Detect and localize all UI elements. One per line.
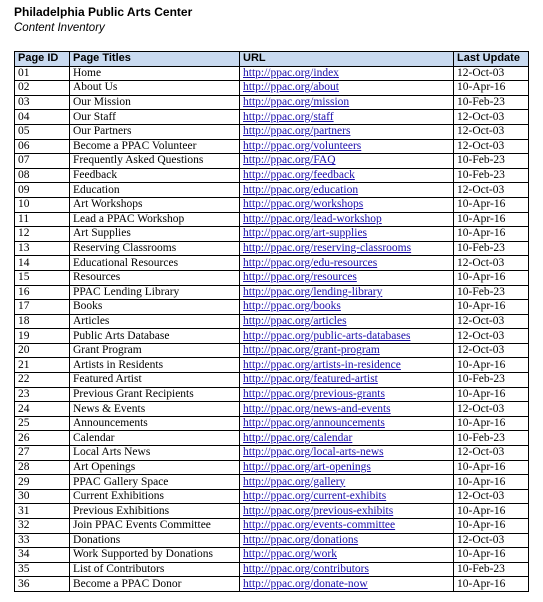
url-cell (240, 139, 454, 154)
page-id-cell: 11 (15, 212, 70, 227)
last-update-cell: 10-Apr-16 (454, 416, 529, 431)
last-update-cell: 12-Oct-03 (454, 329, 529, 344)
table-row (15, 329, 529, 344)
last-update-cell: 12-Oct-03 (454, 183, 529, 198)
table-row (15, 95, 529, 110)
table-row (15, 387, 529, 402)
url-link[interactable]: http://ppac.org/previous-grants (243, 387, 385, 400)
url-cell (240, 66, 454, 81)
url-cell (240, 241, 454, 256)
url-cell (240, 270, 454, 285)
page-id-cell: 22 (15, 373, 70, 388)
table-row (15, 446, 529, 461)
document-subtitle: Content Inventory (14, 22, 105, 34)
table-row (15, 460, 529, 475)
page-id-cell: 02 (15, 81, 70, 96)
last-update-cell: 10-Feb-23 (454, 431, 529, 446)
url-cell (240, 504, 454, 519)
table-row (15, 241, 529, 256)
page-id-cell: 17 (15, 300, 70, 315)
last-update-cell: 12-Oct-03 (454, 139, 529, 154)
url-link[interactable]: http://ppac.org/featured-artist (243, 373, 378, 386)
table-row (15, 314, 529, 329)
page-title-cell: Previous Grant Recipients (70, 387, 240, 402)
last-update-cell: 10-Apr-16 (454, 227, 529, 242)
page-id-cell: 10 (15, 197, 70, 212)
page-title-cell: Public Arts Database (70, 329, 240, 344)
url-cell (240, 446, 454, 461)
last-update-cell: 12-Oct-03 (454, 256, 529, 271)
url-cell (240, 168, 454, 183)
url-link[interactable]: http://ppac.org/lending-library (243, 285, 383, 298)
last-update-cell: 10-Feb-23 (454, 241, 529, 256)
url-link[interactable]: http://ppac.org/edu-resources (243, 256, 378, 269)
page-title-cell: About Us (70, 81, 240, 96)
table-row (15, 358, 529, 373)
last-update-cell: 10-Apr-16 (454, 270, 529, 285)
url-link[interactable]: http://ppac.org/about (243, 81, 339, 94)
page-id-cell: 28 (15, 460, 70, 475)
page-title-cell: Become a PPAC Volunteer (70, 139, 240, 154)
url-link[interactable]: http://ppac.org/artists-in-residence (243, 358, 401, 371)
content-inventory-table (14, 51, 529, 592)
last-update-cell: 10-Apr-16 (454, 358, 529, 373)
url-link[interactable]: http://ppac.org/news-and-events (243, 402, 391, 415)
page-id-cell: 36 (15, 577, 70, 592)
table-row (15, 475, 529, 490)
page-title-cell: Art Supplies (70, 227, 240, 242)
page-title-cell: PPAC Gallery Space (70, 475, 240, 490)
url-cell (240, 314, 454, 329)
last-update-cell: 10-Apr-16 (454, 504, 529, 519)
last-update-cell: 12-Oct-03 (454, 343, 529, 358)
page-id-cell: 30 (15, 489, 70, 504)
last-update-cell: 10-Feb-23 (454, 154, 529, 169)
table-row (15, 110, 529, 125)
url-cell (240, 343, 454, 358)
page-id-cell: 04 (15, 110, 70, 125)
table-row (15, 124, 529, 139)
column-header-url: URL (240, 52, 454, 67)
url-link[interactable]: http://ppac.org/grant-program (243, 344, 380, 357)
page-title-cell: Previous Exhibitions (70, 504, 240, 519)
url-link[interactable]: http://ppac.org/local-arts-news (243, 446, 384, 459)
url-cell (240, 81, 454, 96)
page-id-cell: 23 (15, 387, 70, 402)
url-link[interactable]: http://ppac.org/workshops (243, 198, 364, 211)
url-cell (240, 110, 454, 125)
last-update-cell: 12-Oct-03 (454, 314, 529, 329)
url-link[interactable]: http://ppac.org/donate-now (243, 577, 368, 590)
page-title-cell: Our Mission (70, 95, 240, 110)
page-title-cell: Resources (70, 270, 240, 285)
url-cell (240, 577, 454, 592)
table-row (15, 212, 529, 227)
table-row (15, 577, 529, 592)
last-update-cell: 10-Feb-23 (454, 285, 529, 300)
page-title-cell: Art Workshops (70, 197, 240, 212)
last-update-cell: 12-Oct-03 (454, 402, 529, 417)
page-id-cell: 25 (15, 416, 70, 431)
last-update-cell: 10-Apr-16 (454, 197, 529, 212)
url-cell (240, 358, 454, 373)
table-row (15, 183, 529, 198)
last-update-cell: 10-Apr-16 (454, 475, 529, 490)
last-update-cell: 10-Apr-16 (454, 548, 529, 563)
page-title-cell: Donations (70, 533, 240, 548)
page-title-cell: News & Events (70, 402, 240, 417)
table-row (15, 270, 529, 285)
url-cell (240, 154, 454, 169)
page-title-cell: Join PPAC Events Committee (70, 519, 240, 534)
column-header-page-id: Page ID (15, 52, 70, 67)
url-link[interactable]: http://ppac.org/resources (243, 271, 357, 284)
page-title-cell: Lead a PPAC Workshop (70, 212, 240, 227)
page-id-cell: 15 (15, 270, 70, 285)
page-id-cell: 07 (15, 154, 70, 169)
url-link[interactable]: http://ppac.org/public-arts-databases (243, 329, 411, 342)
table-row (15, 139, 529, 154)
url-link[interactable]: http://ppac.org/reserving-classrooms (243, 242, 412, 255)
page-title-cell: Current Exhibitions (70, 489, 240, 504)
table-row (15, 373, 529, 388)
last-update-cell: 12-Oct-03 (454, 110, 529, 125)
table-row (15, 300, 529, 315)
last-update-cell: 12-Oct-03 (454, 489, 529, 504)
last-update-cell: 10-Apr-16 (454, 460, 529, 475)
url-link[interactable]: http://ppac.org/art-openings (243, 460, 371, 473)
url-cell (240, 402, 454, 417)
document-title: Philadelphia Public Arts Center (14, 5, 193, 19)
table-row (15, 402, 529, 417)
table-row (15, 416, 529, 431)
url-link[interactable]: http://ppac.org/FAQ (243, 154, 336, 167)
page-id-cell: 21 (15, 358, 70, 373)
page-title-cell: PPAC Lending Library (70, 285, 240, 300)
url-cell (240, 212, 454, 227)
table-row (15, 256, 529, 271)
url-cell (240, 329, 454, 344)
last-update-cell: 10-Feb-23 (454, 168, 529, 183)
page-id-cell: 32 (15, 519, 70, 534)
url-link[interactable]: http://ppac.org/articles (243, 314, 347, 327)
url-cell (240, 431, 454, 446)
table-row (15, 519, 529, 534)
page-title-cell: Home (70, 66, 240, 81)
page-title-cell: Announcements (70, 416, 240, 431)
table-row (15, 504, 529, 519)
page-id-cell: 27 (15, 446, 70, 461)
page-id-cell: 03 (15, 95, 70, 110)
page-id-cell: 09 (15, 183, 70, 198)
last-update-cell: 10-Apr-16 (454, 577, 529, 592)
last-update-cell: 12-Oct-03 (454, 446, 529, 461)
page-title-cell: Work Supported by Donations (70, 548, 240, 563)
last-update-cell: 10-Apr-16 (454, 212, 529, 227)
page-title-cell: Educational Resources (70, 256, 240, 271)
url-cell (240, 124, 454, 139)
last-update-cell: 10-Apr-16 (454, 387, 529, 402)
page-id-cell: 19 (15, 329, 70, 344)
page-title-cell: Grant Program (70, 343, 240, 358)
page-title-cell: Local Arts News (70, 446, 240, 461)
url-link[interactable]: http://ppac.org/volunteers (243, 139, 362, 152)
page-id-cell: 13 (15, 241, 70, 256)
url-link[interactable]: http://ppac.org/donations (243, 533, 359, 546)
url-link[interactable]: http://ppac.org/index (243, 66, 339, 79)
url-link[interactable]: http://ppac.org/contributors (243, 563, 369, 576)
table-row (15, 168, 529, 183)
url-cell (240, 197, 454, 212)
last-update-cell: 12-Oct-03 (454, 533, 529, 548)
page-title-cell: Featured Artist (70, 373, 240, 388)
page-id-cell: 18 (15, 314, 70, 329)
url-cell (240, 533, 454, 548)
table-row (15, 533, 529, 548)
page-title-cell: Art Openings (70, 460, 240, 475)
table-row (15, 154, 529, 169)
url-link[interactable]: http://ppac.org/staff (243, 110, 334, 123)
page-title-cell: Reserving Classrooms (70, 241, 240, 256)
page-id-cell: 08 (15, 168, 70, 183)
url-cell (240, 416, 454, 431)
page-id-cell: 12 (15, 227, 70, 242)
page-title-cell: Artists in Residents (70, 358, 240, 373)
url-cell (240, 256, 454, 271)
url-cell (240, 460, 454, 475)
page-id-cell: 05 (15, 124, 70, 139)
url-cell (240, 387, 454, 402)
table-row (15, 227, 529, 242)
page-title-cell: Become a PPAC Donor (70, 577, 240, 592)
table-row (15, 66, 529, 81)
table-header-row (15, 52, 529, 67)
url-cell (240, 300, 454, 315)
url-cell (240, 373, 454, 388)
url-link[interactable]: http://ppac.org/calendar (243, 431, 353, 444)
page-title-cell: Education (70, 183, 240, 198)
table-row (15, 489, 529, 504)
table-row (15, 562, 529, 577)
url-cell (240, 95, 454, 110)
url-cell (240, 285, 454, 300)
last-update-cell: 12-Oct-03 (454, 124, 529, 139)
url-link[interactable]: http://ppac.org/work (243, 548, 338, 561)
page-id-cell: 26 (15, 431, 70, 446)
url-cell (240, 475, 454, 490)
url-cell (240, 227, 454, 242)
url-cell (240, 489, 454, 504)
page-title-cell: Our Staff (70, 110, 240, 125)
page-id-cell: 31 (15, 504, 70, 519)
url-link[interactable]: http://ppac.org/partners (243, 125, 351, 138)
page-title-cell: Frequently Asked Questions (70, 154, 240, 169)
last-update-cell: 10-Feb-23 (454, 562, 529, 577)
page-id-cell: 29 (15, 475, 70, 490)
url-link[interactable]: http://ppac.org/current-exhibits (243, 490, 387, 503)
url-link[interactable]: http://ppac.org/books (243, 300, 341, 313)
url-link[interactable]: http://ppac.org/gallery (243, 475, 346, 488)
url-cell (240, 519, 454, 534)
page-id-cell: 24 (15, 402, 70, 417)
last-update-cell: 12-Oct-03 (454, 66, 529, 81)
url-link[interactable]: http://ppac.org/education (243, 183, 359, 196)
url-link[interactable]: http://ppac.org/feedback (243, 169, 355, 182)
url-link[interactable]: http://ppac.org/announcements (243, 417, 385, 430)
page-title-cell: List of Contributors (70, 562, 240, 577)
url-link[interactable]: http://ppac.org/previous-exhibits (243, 504, 394, 517)
page-id-cell: 01 (15, 66, 70, 81)
page-title-cell: Books (70, 300, 240, 315)
url-cell (240, 548, 454, 563)
url-link[interactable]: http://ppac.org/events-committee (243, 519, 396, 532)
page-title-cell: Calendar (70, 431, 240, 446)
page-id-cell: 20 (15, 343, 70, 358)
page-title-cell: Feedback (70, 168, 240, 183)
column-header-page-titles: Page Titles (70, 52, 240, 67)
table-row (15, 343, 529, 358)
table-row (15, 81, 529, 96)
page-title-cell: Our Partners (70, 124, 240, 139)
table-body (15, 66, 529, 591)
last-update-cell: 10-Apr-16 (454, 300, 529, 315)
last-update-cell: 10-Feb-23 (454, 95, 529, 110)
last-update-cell: 10-Feb-23 (454, 373, 529, 388)
table-row (15, 548, 529, 563)
url-link[interactable]: http://ppac.org/art-supplies (243, 227, 368, 240)
page-id-cell: 33 (15, 533, 70, 548)
page-title-cell: Articles (70, 314, 240, 329)
page-id-cell: 14 (15, 256, 70, 271)
url-cell (240, 183, 454, 198)
page-id-cell: 06 (15, 139, 70, 154)
table-row (15, 431, 529, 446)
column-header-last-update: Last Update (454, 52, 529, 67)
last-update-cell: 10-Apr-16 (454, 81, 529, 96)
url-link[interactable]: http://ppac.org/lead-workshop (243, 212, 382, 225)
last-update-cell: 10-Apr-16 (454, 519, 529, 534)
table-row (15, 197, 529, 212)
table-row (15, 285, 529, 300)
page-id-cell: 34 (15, 548, 70, 563)
url-cell (240, 562, 454, 577)
url-link[interactable]: http://ppac.org/mission (243, 96, 350, 109)
page-id-cell: 16 (15, 285, 70, 300)
page-id-cell: 35 (15, 562, 70, 577)
